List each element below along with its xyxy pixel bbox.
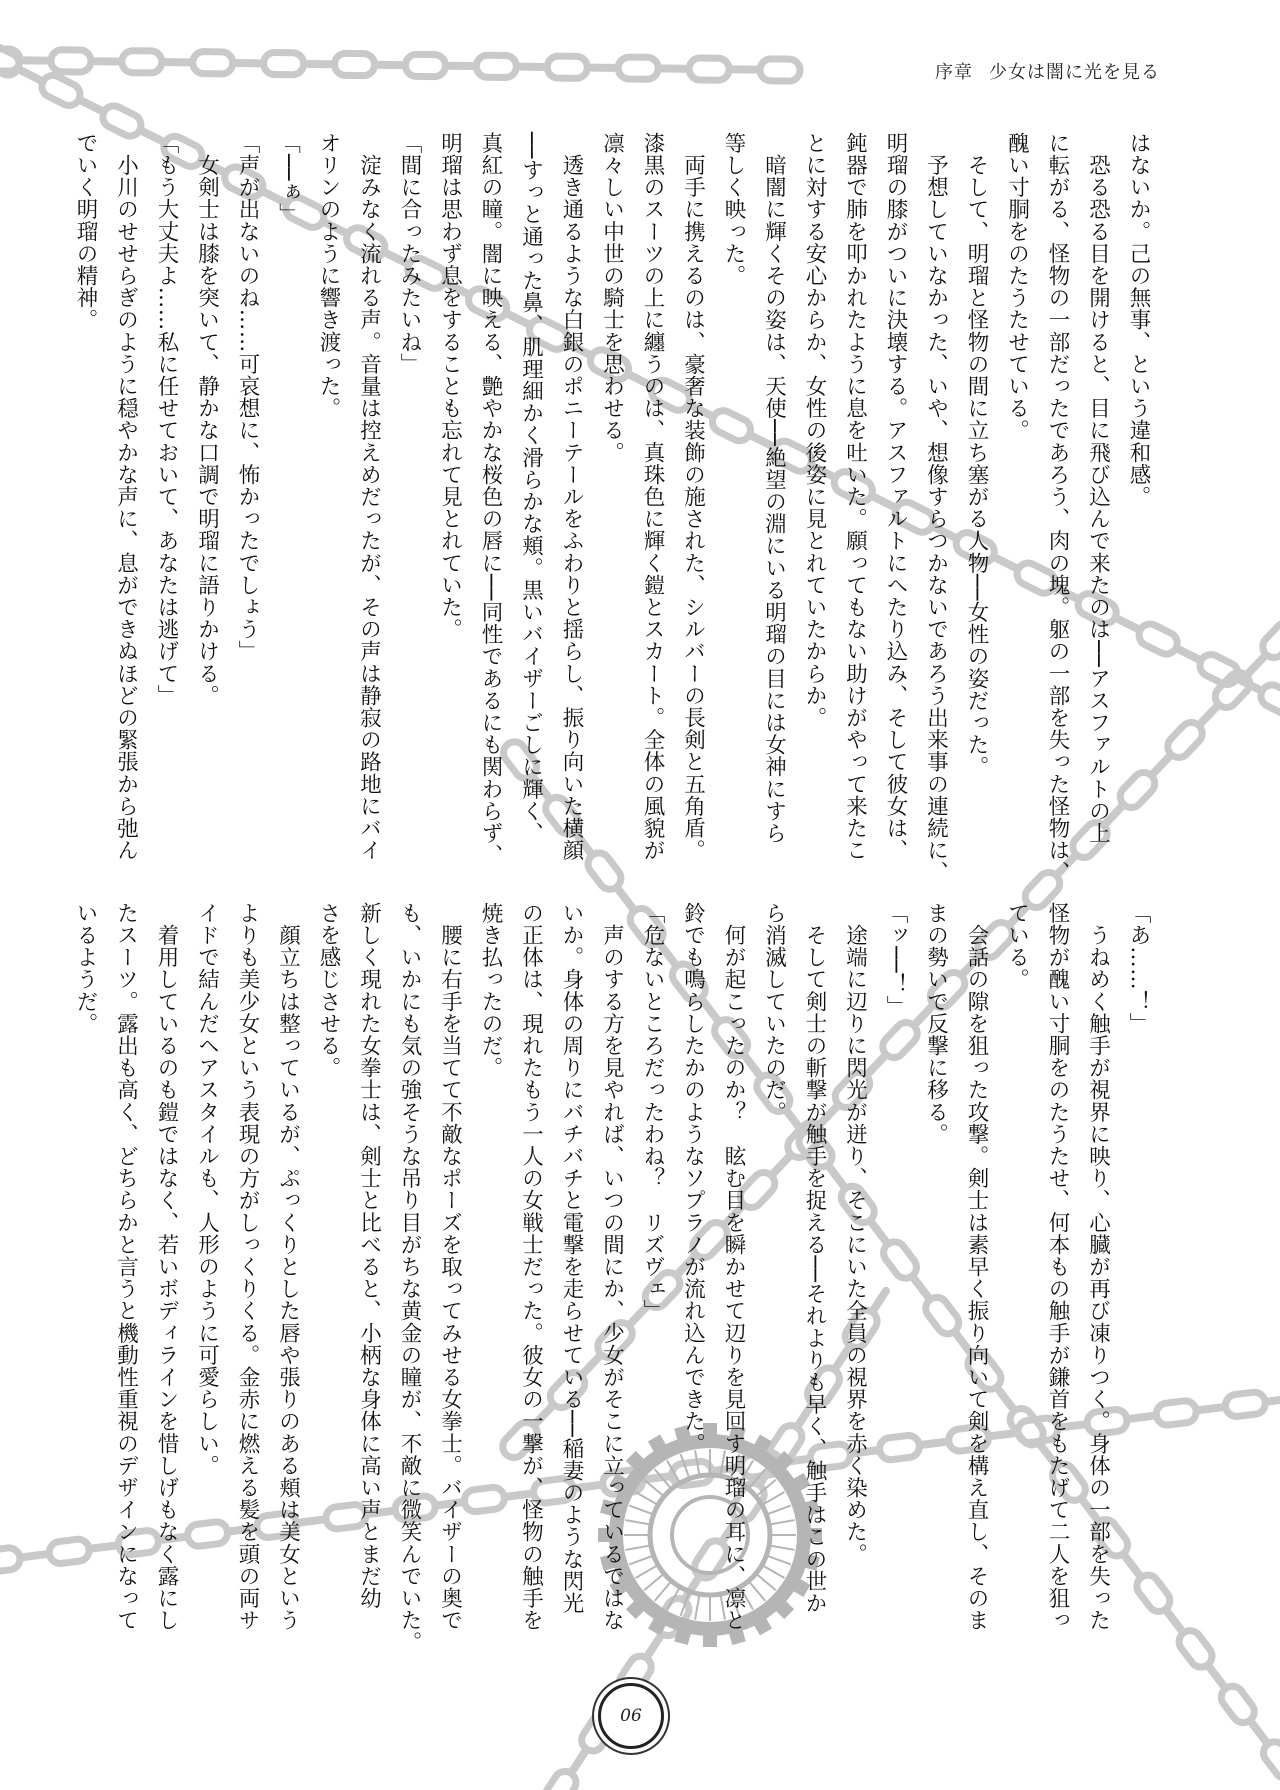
text-line: 凛々しい中世の騎士を思わせる。 xyxy=(599,132,625,464)
text-line: に転がる、怪物の一部だったであろう、肉の塊。躯の一部を失った怪物は、 xyxy=(1045,132,1070,884)
chapter-title: 少女は闇に光を見る xyxy=(989,62,1160,83)
chain-link xyxy=(19,1550,50,1562)
chain-link xyxy=(729,65,759,73)
text-line: 声のする方を見やれば、いつの間にか、少女がそこに立っているではな xyxy=(599,902,625,1632)
page-number-text: 06 xyxy=(620,1706,642,1726)
chain-link xyxy=(760,59,800,82)
text-line: 淀みなく流れる声。音量は控えめだったが、その声は静寂の路地にバイ xyxy=(356,132,382,862)
text-line: 真紅の瞳。闇に映える、艶やかな桜色の唇に──同性であるにも関わらず、 xyxy=(478,132,503,867)
chain-link xyxy=(334,53,374,76)
chain-link xyxy=(446,62,476,70)
chain-link xyxy=(375,61,405,69)
text-line: ている。 xyxy=(1004,902,1030,991)
text-line: 「あ……！」 xyxy=(1126,902,1151,1035)
chain-link xyxy=(659,64,689,72)
text-line: も、いかにも気の強そうな吊り目がちな黄金の瞳が、不敵に微笑んでいた。 xyxy=(397,902,422,1654)
chain-link xyxy=(233,59,263,67)
text-line: さを感じさせる。 xyxy=(316,902,341,1079)
text-line: 会話の隙を狙った攻撃。剣士は素早く振り向いて剣を構え直し、そのま xyxy=(964,902,989,1632)
text-block-top xyxy=(65,132,1159,884)
running-header xyxy=(935,58,1160,84)
text-line: 怪物が醜い寸胴をのたうたせ、何本もの触手が鎌首をもたげて二人を狙っ xyxy=(1045,902,1070,1632)
text-line: 着用しているのも鎧ではなく、若いボディラインを惜しげもなく露にし xyxy=(154,902,179,1632)
text-line: まの勢いで反撃に移る。 xyxy=(923,902,949,1146)
chain-link xyxy=(20,56,50,64)
text-line: いるようだ。 xyxy=(73,902,98,1035)
chain-link xyxy=(588,64,618,72)
chain-link xyxy=(193,51,233,74)
text-line: 「ッ──！」 xyxy=(883,902,908,1018)
text-line: 「間に合ったみたいね」 xyxy=(397,132,422,376)
text-line: よりも美少女という表現の方がしっくりくる。金赤に燃える髪を頭の両サ xyxy=(235,902,260,1632)
text-line: 両手に携えるのは、豪奢な装飾の施された、シルバーの長剣と五角盾。 xyxy=(680,132,706,862)
text-line: 透き通るような白銀のポニーテールをふわりと揺らし、振り向いた横顔 xyxy=(559,132,584,862)
chain-link xyxy=(304,60,334,68)
chain-link xyxy=(405,54,445,77)
chain-link xyxy=(1195,1403,1226,1415)
text-line: 明瑠の膝がついに決壊する。アスファルトにへたり込み、そして彼女は、 xyxy=(883,132,908,862)
text-line: そして、明瑠と怪物の間に立ち塞がる人物──女性の姿だった。 xyxy=(964,132,989,778)
text-line: とに対する安心からか、女性の後姿に見とれていたからか。 xyxy=(802,132,827,729)
text-line: 顔立ちは整っているが、ぷっくりとした唇や張りのある頬は美女という xyxy=(275,902,301,1632)
text-line: 腰に右手を当てて不敵なポーズを取ってみせる女拳士。バイザーの奥で xyxy=(437,902,463,1632)
text-line: 小川のせせらぎのように穏やかな声に、息ができぬほどの緊張から弛ん xyxy=(113,132,139,862)
text-line: 「──ぁ」 xyxy=(275,132,301,226)
text-line: 等しく映った。 xyxy=(721,132,746,287)
chapter-label: 序章 xyxy=(935,62,973,83)
text-line: 「声が出ないのね……可哀想に、怖かったでしょう」 xyxy=(235,132,260,663)
chain-link xyxy=(122,51,162,74)
chain-link xyxy=(517,63,547,71)
chain-link xyxy=(618,57,658,80)
text-line: うねめく触手が視界に映り、心臓が再び凍りつく。身体の一部を失った xyxy=(1085,902,1111,1632)
text-line: たスーツ。露出も高く、どちらかと言うと機動性重視のデザインになって xyxy=(113,902,139,1632)
text-line: 鈍器で肺を叩かれたように息を吐いた。願ってもない助けがやって来たこ xyxy=(842,132,868,862)
text-line: ──すっと通った鼻、肌理細かく滑らかな頬。黒いバイザーごしに輝く、 xyxy=(518,132,544,845)
text-line: そして剣士の斬撃が触手を捉える──それよりも早く、触手はこの世か xyxy=(802,902,827,1615)
text-line: 新しく現れた女拳士は、剣士と比べると、小柄な身体に高い声とまだ幼 xyxy=(356,902,382,1610)
text-line: 女剣士は膝を突いて、静かな口調で明瑠に語りかける。 xyxy=(194,132,220,707)
chain-link xyxy=(51,50,91,73)
text-line: 暗闇に輝くその姿は、天使──絶望の淵にいる明瑠の目には女神にすら xyxy=(761,132,787,845)
chain-link xyxy=(91,57,121,65)
text-line: 恐る恐る目を開けると、目に飛び込んで来たのは──アスファルトの上 xyxy=(1085,132,1111,845)
text-block-bottom xyxy=(65,902,1159,1654)
chain-link xyxy=(1155,1400,1197,1427)
chain-link xyxy=(1259,1737,1280,1782)
chain-link xyxy=(689,58,729,81)
text-line: 鈴でも鳴らしたかのようなソプラノが流れ込んできた。 xyxy=(680,902,706,1455)
text-line: イドで結んだヘアスタイルも、人形のように可愛らしい。 xyxy=(194,902,220,1477)
chain-link xyxy=(162,58,192,66)
text-line: 何が起こったのか？ 眩む目を瞬かせて辺りを見回す明瑠の耳に、凛と xyxy=(721,902,746,1632)
text-line: 予想していなかった、いや、想像すらつかないであろう出来事の連続に、 xyxy=(923,132,949,884)
chain-link xyxy=(263,52,303,75)
text-line: はないか。己の無事、という違和感。 xyxy=(1126,132,1151,508)
text-line: ら消滅していたのだ。 xyxy=(761,902,787,1123)
chain-link xyxy=(38,72,84,110)
text-line: 焼き払ったのだ。 xyxy=(478,902,503,1079)
chain-link xyxy=(476,55,516,78)
text-line: 漆黒のスーツの上に纏うのは、真珠色に輝く鎧とスカート。全体の風貌が xyxy=(640,132,665,862)
text-line: 「危ないところだったわね？ リズヴェ」 xyxy=(640,902,665,1322)
text-line: 明瑠は思わず息をすることも忘れて見とれていた。 xyxy=(437,132,463,641)
text-line: 醜い寸胴をのたうたせている。 xyxy=(1004,132,1030,442)
text-line: でいく明瑠の精神。 xyxy=(73,132,98,331)
chain-link xyxy=(0,1547,21,1574)
chain-link xyxy=(1265,1394,1280,1406)
chain-link xyxy=(547,56,587,79)
text-line: 「もう大丈夫よ……私に任せておいて、あなたは逃げて」 xyxy=(154,132,179,707)
text-line: の正体は、現れたもう一人の女戦士だった。彼女の一撃が、怪物の触手を xyxy=(518,902,544,1632)
page-number xyxy=(598,1683,664,1749)
text-line: 途端に辺りに閃光が迸り、そこにいた全員の視界を赤く染めた。 xyxy=(842,902,868,1565)
text-line: いか。身体の周りにバチバチと電撃を走らせている──稲妻のような閃光 xyxy=(559,902,584,1615)
chain-link xyxy=(1224,1391,1266,1418)
text-line: オリンのように響き渡った。 xyxy=(316,132,341,420)
